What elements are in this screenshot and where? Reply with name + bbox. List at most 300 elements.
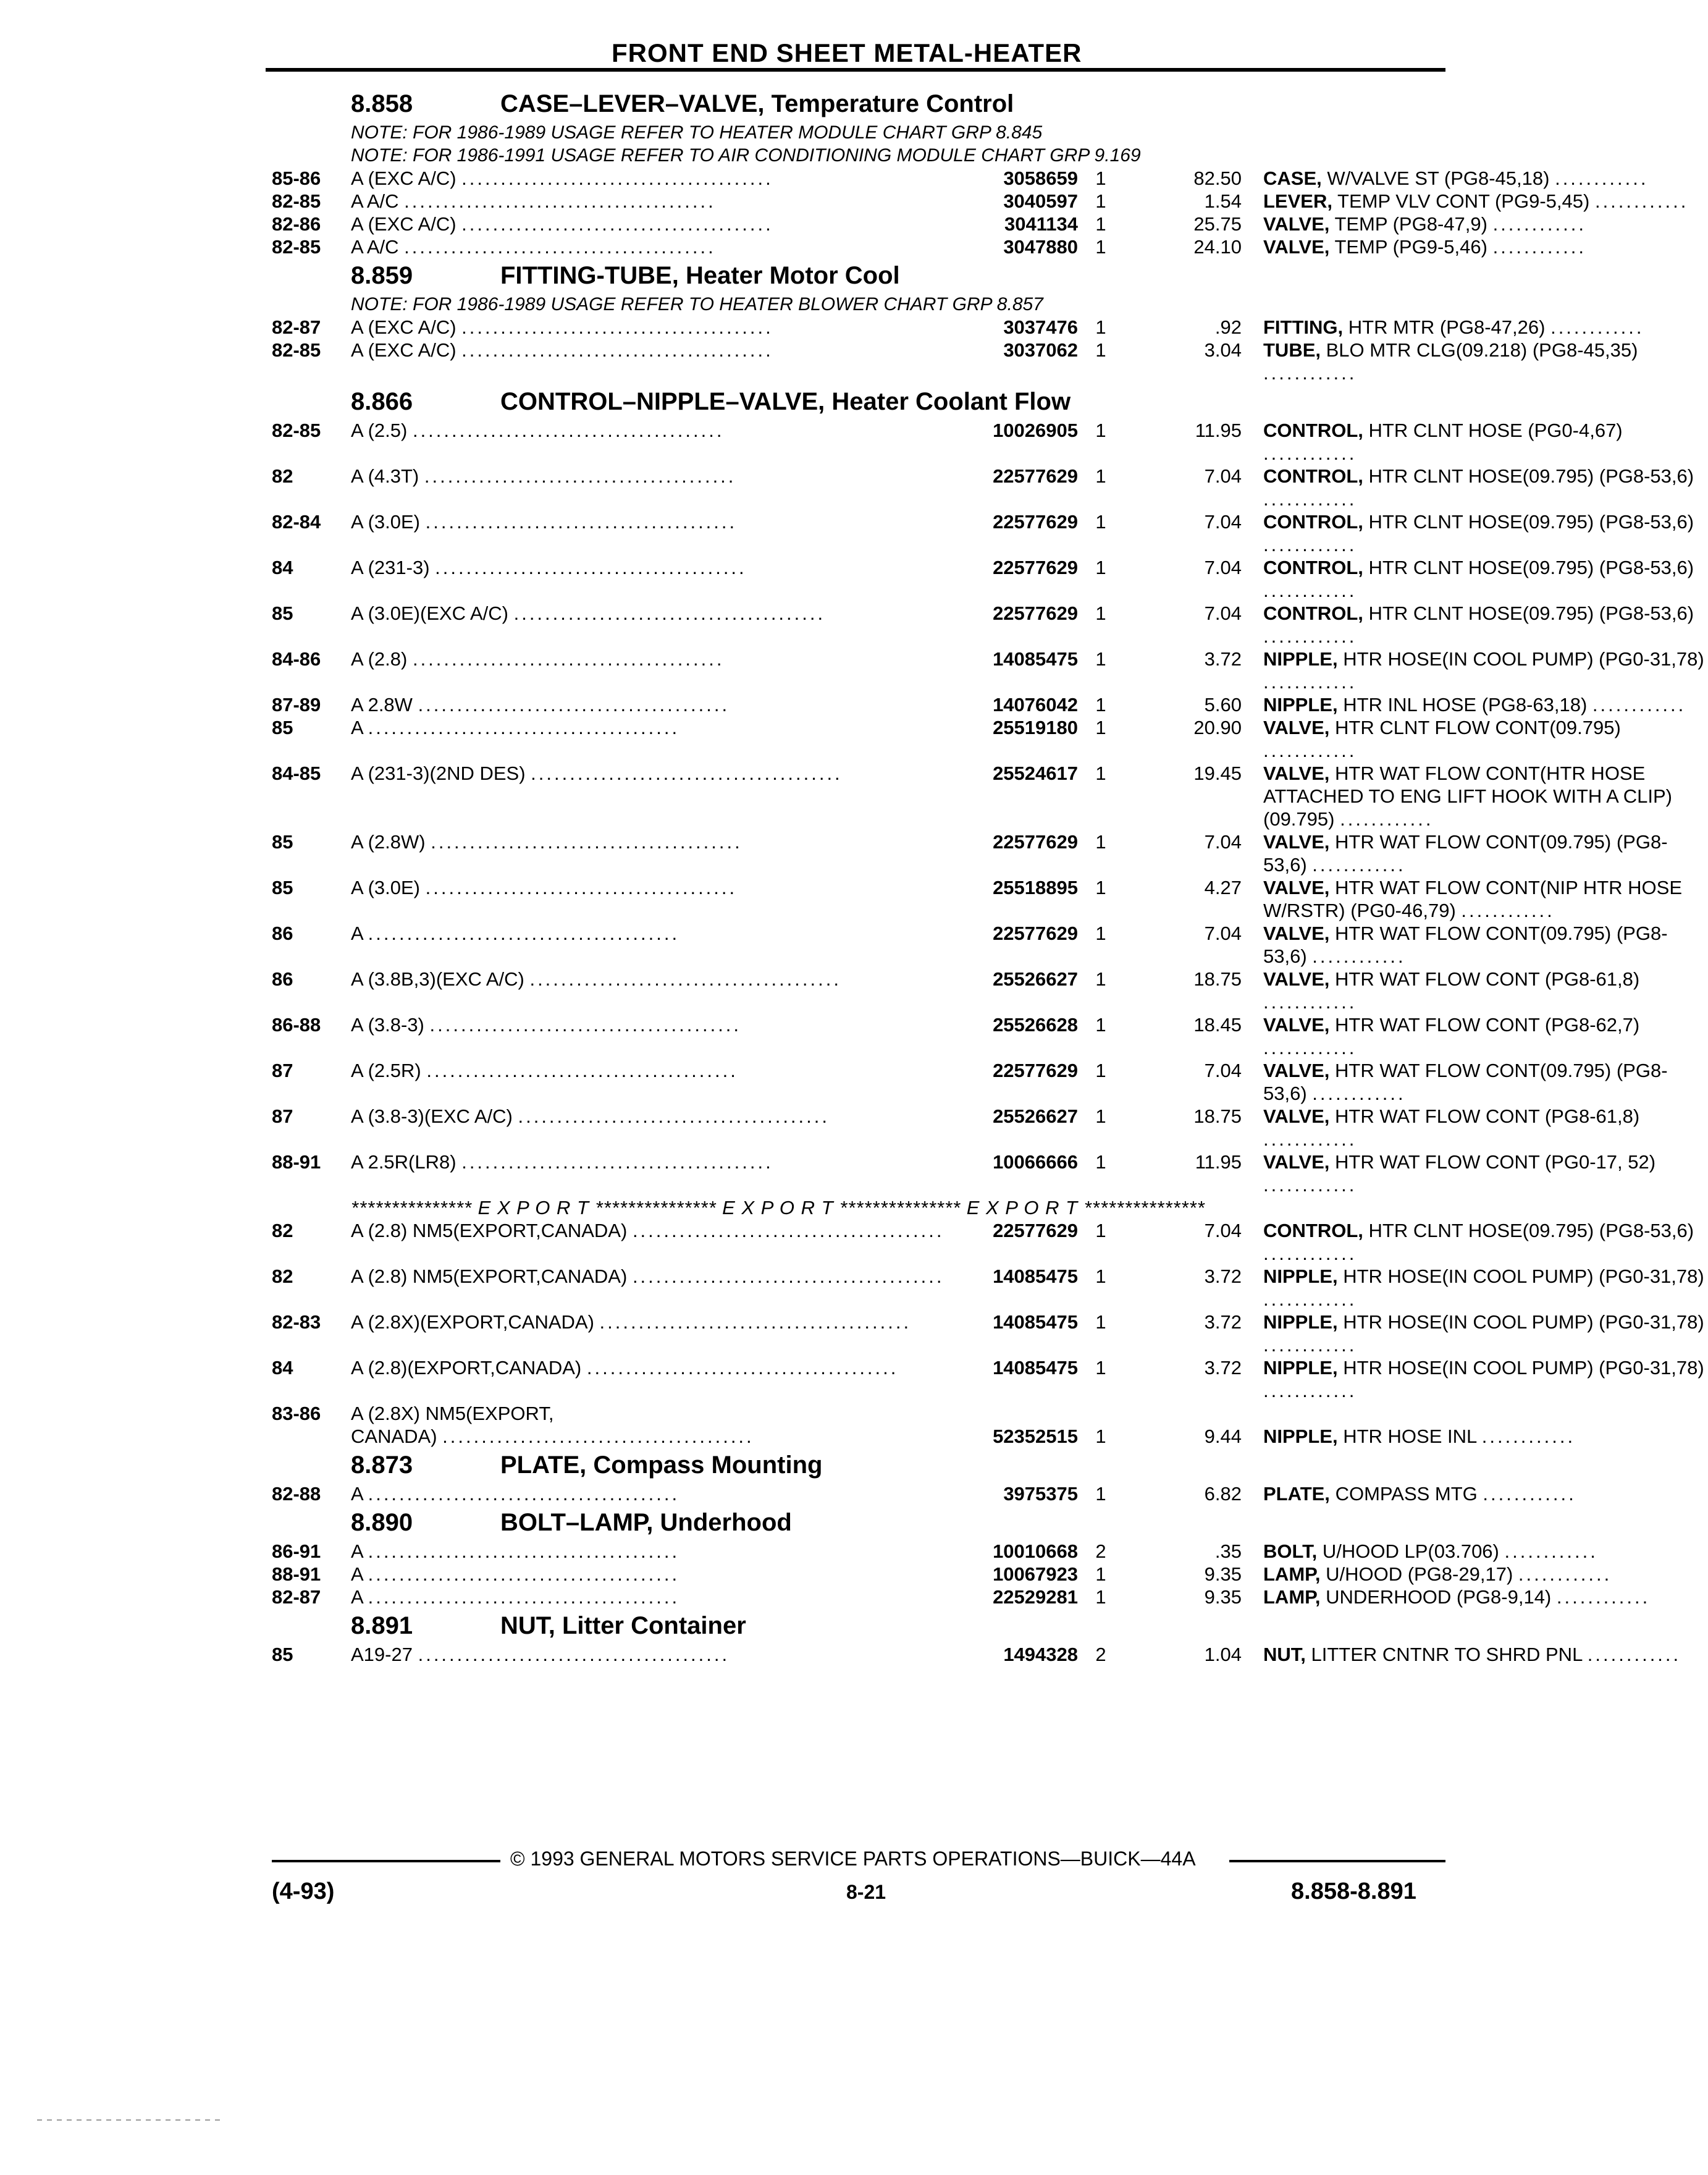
application-text: A (3.0E) bbox=[351, 511, 420, 533]
description-keyword: NIPPLE, bbox=[1263, 1311, 1338, 1333]
description-keyword: NIPPLE, bbox=[1263, 1265, 1338, 1287]
part-row bbox=[272, 762, 1673, 830]
export-divider: *************** E X P O R T *************** E X P O R T *************** E X P O R T *************** bbox=[351, 1197, 1205, 1218]
application-text: A (3.0E) bbox=[351, 877, 420, 898]
application bbox=[351, 1402, 947, 1425]
description-keyword: CONTROL, bbox=[1263, 420, 1363, 441]
price: 7.04 bbox=[1204, 1220, 1242, 1241]
part-number: 22577629 bbox=[993, 831, 1078, 853]
description: BOLT, U/HOOD LP(03.706) ............ bbox=[1263, 1540, 1598, 1562]
quantity: 1 bbox=[1095, 717, 1106, 738]
part-number: 22577629 bbox=[993, 557, 1078, 578]
application: A (231-3) ........................................ bbox=[351, 557, 747, 578]
part-row bbox=[272, 1013, 1640, 1059]
part-row bbox=[272, 1482, 1576, 1505]
price: 82.50 bbox=[1193, 167, 1242, 189]
price: 25.75 bbox=[1193, 213, 1242, 235]
section-header bbox=[272, 1608, 1445, 1643]
part-row bbox=[272, 876, 1683, 922]
description: NIPPLE, HTR HOSE(IN COOL PUMP) (PG0-31,78) ............ bbox=[1263, 1265, 1704, 1310]
price: 7.04 bbox=[1204, 923, 1242, 944]
price: 3.72 bbox=[1204, 1357, 1242, 1379]
description-text: HTR WAT FLOW CONT(09.795) (PG8-53,6) bbox=[1263, 1060, 1668, 1104]
part-row bbox=[272, 968, 1640, 1013]
part-row bbox=[272, 510, 1694, 556]
section-number: 8.873 bbox=[351, 1451, 413, 1479]
description: NIPPLE, HTR HOSE INL ............ bbox=[1263, 1425, 1576, 1447]
quantity: 1 bbox=[1095, 420, 1106, 441]
description-keyword: VALVE, bbox=[1263, 968, 1330, 990]
section-number: 8.891 bbox=[351, 1612, 413, 1639]
part-row bbox=[272, 1425, 1576, 1448]
quantity: 1 bbox=[1095, 1220, 1106, 1241]
part-number: 3047880 bbox=[1003, 236, 1078, 258]
description-text: HTR CLNT FLOW CONT(09.795) bbox=[1335, 717, 1621, 738]
description-keyword: CONTROL, bbox=[1263, 511, 1363, 533]
description-text: W/VALVE ST (PG8-45,18) bbox=[1327, 167, 1550, 189]
application-text: A (EXC A/C) bbox=[351, 167, 456, 189]
description-text: HTR WAT FLOW CONT(NIP HTR HOSE W/RSTR) (PG0-46,79) bbox=[1263, 877, 1683, 921]
price: 11.95 bbox=[1195, 1151, 1242, 1173]
part-number: 3037062 bbox=[1003, 339, 1078, 361]
model-years: 87 bbox=[272, 1105, 293, 1127]
application: A (3.0E) ........................................ bbox=[351, 877, 738, 898]
description: NIPPLE, HTR HOSE(IN COOL PUMP) (PG0-31,78) ............ bbox=[1263, 1311, 1704, 1356]
application: A19-27 ........................................ bbox=[351, 1644, 730, 1665]
part-number: 22577629 bbox=[993, 602, 1078, 624]
description: CONTROL, HTR CLNT HOSE(09.795) (PG8-53,6) ............ bbox=[1263, 511, 1694, 555]
description-keyword: LAMP, bbox=[1263, 1586, 1321, 1608]
part-number: 14085475 bbox=[993, 1265, 1078, 1287]
description-text: TEMP VLV CONT (PG9-5,45) bbox=[1337, 190, 1590, 212]
description: VALVE, HTR WAT FLOW CONT (PG8-62,7) ............ bbox=[1263, 1014, 1640, 1058]
description-keyword: VALVE, bbox=[1263, 877, 1330, 898]
model-years: 86-91 bbox=[272, 1540, 321, 1562]
part-row bbox=[272, 602, 1694, 648]
price: 9.35 bbox=[1204, 1586, 1242, 1608]
quantity: 1 bbox=[1095, 1014, 1106, 1036]
description-keyword: BOLT, bbox=[1263, 1540, 1318, 1562]
description-keyword: CONTROL, bbox=[1263, 1220, 1363, 1241]
application-text: A bbox=[351, 1586, 363, 1608]
section-title: NUT, Litter Container bbox=[500, 1612, 746, 1639]
description: CONTROL, HTR CLNT HOSE(09.795) (PG8-53,6) ............ bbox=[1263, 1220, 1694, 1264]
model-years: 82-85 bbox=[272, 236, 321, 258]
part-row bbox=[272, 1356, 1704, 1402]
part-number: 14076042 bbox=[993, 694, 1078, 716]
application: A (2.5) ........................................ bbox=[351, 420, 725, 441]
description: NIPPLE, HTR HOSE(IN COOL PUMP) (PG0-31,78) ............ bbox=[1263, 1357, 1704, 1401]
description: NUT, LITTER CNTNR TO SHRD PNL ............ bbox=[1263, 1644, 1681, 1665]
description: VALVE, HTR WAT FLOW CONT(NIP HTR HOSE W/RSTR) (PG0-46,79) ............ bbox=[1263, 877, 1683, 921]
description: CONTROL, HTR CLNT HOSE(09.795) (PG8-53,6) ............ bbox=[1263, 602, 1694, 647]
part-row bbox=[272, 1643, 1681, 1666]
model-years: 85 bbox=[272, 1644, 293, 1665]
model-years: 88-91 bbox=[272, 1151, 321, 1173]
quantity: 1 bbox=[1095, 1483, 1106, 1505]
part-number: 25519180 bbox=[993, 717, 1078, 738]
application: A ........................................ bbox=[351, 1586, 680, 1608]
application-text: A A/C bbox=[351, 236, 399, 258]
application: A (3.8B,3)(EXC A/C) ........................................ bbox=[351, 968, 841, 990]
part-row bbox=[272, 1219, 1694, 1265]
model-years: 82 bbox=[272, 1265, 293, 1287]
model-years: 85 bbox=[272, 831, 293, 853]
page-title: FRONT END SHEET METAL-HEATER bbox=[612, 38, 1082, 67]
description-keyword: NUT, bbox=[1263, 1644, 1306, 1665]
description: NIPPLE, HTR HOSE(IN COOL PUMP) (PG0-31,78) ............ bbox=[1263, 648, 1704, 693]
part-row bbox=[272, 1402, 1445, 1425]
description-text: HTR MTR (PG8-47,26) bbox=[1348, 316, 1546, 338]
application-text: A (3.8-3)(EXC A/C) bbox=[351, 1105, 513, 1127]
description-text: HTR HOSE(IN COOL PUMP) (PG0-31,78) bbox=[1343, 1357, 1704, 1379]
application-text: A (2.8) bbox=[351, 648, 408, 670]
description: VALVE, TEMP (PG8-47,9) ............ bbox=[1263, 213, 1586, 235]
description-text: HTR WAT FLOW CONT(09.795) (PG8-53,6) bbox=[1263, 923, 1668, 967]
model-years: 85 bbox=[272, 877, 293, 898]
part-number: 25526627 bbox=[993, 1105, 1078, 1127]
section-number: 8.858 bbox=[351, 90, 413, 117]
description-keyword: NIPPLE, bbox=[1263, 1425, 1338, 1447]
application: A ........................................ bbox=[351, 717, 680, 738]
quantity: 1 bbox=[1095, 213, 1106, 235]
description-text: HTR WAT FLOW CONT (PG8-62,7) bbox=[1335, 1014, 1640, 1036]
quantity: 1 bbox=[1095, 1311, 1106, 1333]
quantity: 1 bbox=[1095, 1265, 1106, 1287]
section-header bbox=[272, 1448, 1445, 1482]
application: A (2.8) ........................................ bbox=[351, 648, 725, 670]
model-years: 82 bbox=[272, 1220, 293, 1241]
description-text: HTR CLNT HOSE(09.795) (PG8-53,6) bbox=[1368, 465, 1694, 487]
application: A (EXC A/C) ........................................ bbox=[351, 167, 773, 189]
description-keyword: FITTING, bbox=[1263, 316, 1344, 338]
section-title: PLATE, Compass Mounting bbox=[500, 1451, 823, 1479]
quantity: 1 bbox=[1095, 602, 1106, 624]
section-number: 8.859 bbox=[351, 262, 413, 289]
part-row bbox=[272, 1311, 1704, 1356]
application-text: A bbox=[351, 1563, 363, 1585]
quantity: 1 bbox=[1095, 1425, 1106, 1447]
application: A (2.8) NM5(EXPORT,CANADA) ........................................ bbox=[351, 1220, 944, 1241]
description: VALVE, HTR WAT FLOW CONT(09.795) (PG8-53,6) ............ bbox=[1263, 923, 1668, 967]
part-row bbox=[272, 167, 1649, 190]
description-keyword: VALVE, bbox=[1263, 213, 1330, 235]
application: A (EXC A/C) ........................................ bbox=[351, 316, 773, 338]
application: A (2.8) NM5(EXPORT,CANADA) ........................................ bbox=[351, 1265, 944, 1287]
price: 3.72 bbox=[1204, 1265, 1242, 1287]
application: A (EXC A/C) ........................................ bbox=[351, 339, 773, 361]
description-keyword: VALVE, bbox=[1263, 831, 1330, 853]
footer-page-number: 8-21 bbox=[846, 1881, 886, 1903]
quantity: 1 bbox=[1095, 1060, 1106, 1081]
price: 18.45 bbox=[1193, 1014, 1242, 1036]
price: 20.90 bbox=[1193, 717, 1242, 738]
part-row bbox=[272, 1540, 1598, 1563]
part-number: 10026905 bbox=[993, 420, 1078, 441]
price: 18.75 bbox=[1193, 1105, 1242, 1127]
description-keyword: VALVE, bbox=[1263, 1105, 1330, 1127]
price: 4.27 bbox=[1204, 877, 1242, 898]
part-row bbox=[272, 716, 1621, 762]
part-number: 22577629 bbox=[993, 1060, 1078, 1081]
application-text: A (EXC A/C) bbox=[351, 316, 456, 338]
description: VALVE, TEMP (PG9-5,46) ............ bbox=[1263, 236, 1586, 258]
application: A 2.5R(LR8) ........................................ bbox=[351, 1151, 773, 1173]
description: LEVER, TEMP VLV CONT (PG9-5,45) ............ bbox=[1263, 190, 1689, 212]
part-number: 25518895 bbox=[993, 877, 1078, 898]
part-row bbox=[272, 1265, 1704, 1311]
description-keyword: PLATE, bbox=[1263, 1483, 1330, 1505]
part-row bbox=[272, 213, 1586, 235]
application-text: CANADA) bbox=[351, 1425, 437, 1447]
description: LAMP, U/HOOD (PG8-29,17) ............ bbox=[1263, 1563, 1612, 1585]
description-keyword: CASE, bbox=[1263, 167, 1322, 189]
model-years: 82-85 bbox=[272, 190, 321, 212]
description-text: UNDERHOOD (PG8-9,14) bbox=[1326, 1586, 1552, 1608]
application-text: A (3.0E)(EXC A/C) bbox=[351, 602, 508, 624]
section-number: 8.866 bbox=[351, 388, 413, 415]
model-years: 84 bbox=[272, 557, 293, 578]
model-years: 82-88 bbox=[272, 1483, 321, 1505]
description: VALVE, HTR WAT FLOW CONT(09.795) (PG8-53,6) ............ bbox=[1263, 831, 1668, 876]
part-number: 3041134 bbox=[1004, 213, 1078, 235]
price: 9.35 bbox=[1204, 1563, 1242, 1585]
model-years: 82-85 bbox=[272, 339, 321, 361]
quantity: 1 bbox=[1095, 923, 1106, 944]
price: 7.04 bbox=[1204, 1060, 1242, 1081]
model-years: 88-91 bbox=[272, 1563, 321, 1585]
part-row bbox=[272, 1105, 1640, 1151]
application-text: A (2.5R) bbox=[351, 1060, 421, 1081]
quantity: 1 bbox=[1095, 316, 1106, 338]
part-number: 1494328 bbox=[1003, 1644, 1078, 1665]
price: 3.72 bbox=[1204, 1311, 1242, 1333]
section-title: BOLT–LAMP, Underhood bbox=[500, 1509, 792, 1536]
description-keyword: LEVER, bbox=[1263, 190, 1332, 212]
description-keyword: VALVE, bbox=[1263, 236, 1330, 258]
application: A (EXC A/C) ........................................ bbox=[351, 213, 773, 235]
application-text: A (2.8X) NM5(EXPORT, bbox=[351, 1403, 554, 1424]
description-text: COMPASS MTG bbox=[1335, 1483, 1478, 1505]
model-years: 84 bbox=[272, 1357, 293, 1379]
description-text: HTR HOSE(IN COOL PUMP) (PG0-31,78) bbox=[1343, 648, 1704, 670]
application-text: A A/C bbox=[351, 190, 399, 212]
price: 9.44 bbox=[1204, 1425, 1242, 1447]
part-number: 22577629 bbox=[993, 923, 1078, 944]
application-text: A (2.8X)(EXPORT,CANADA) bbox=[351, 1311, 594, 1333]
price: .92 bbox=[1214, 316, 1242, 338]
description-text: HTR CLNT HOSE(09.795) (PG8-53,6) bbox=[1368, 557, 1694, 578]
description-text: HTR WAT FLOW CONT (PG0-17, 52) bbox=[1335, 1151, 1656, 1173]
quantity: 2 bbox=[1095, 1644, 1106, 1665]
description: LAMP, UNDERHOOD (PG8-9,14) ............ bbox=[1263, 1586, 1651, 1608]
part-number: 25524617 bbox=[993, 762, 1078, 784]
application: CANADA) ........................................ bbox=[351, 1425, 754, 1447]
application-text: A (231-3) bbox=[351, 557, 430, 578]
section-title: FITTING-TUBE, Heater Motor Cool bbox=[500, 262, 900, 289]
application: A A/C ........................................ bbox=[351, 190, 716, 212]
model-years: 82-84 bbox=[272, 511, 321, 533]
part-number: 3058659 bbox=[1003, 167, 1078, 189]
quantity: 1 bbox=[1095, 236, 1106, 258]
part-number: 10010668 bbox=[993, 1540, 1078, 1562]
model-years: 86 bbox=[272, 968, 293, 990]
description-text: HTR CLNT HOSE (PG0-4,67) bbox=[1368, 420, 1623, 441]
part-number: 52352515 bbox=[993, 1425, 1078, 1447]
description-text: U/HOOD (PG8-29,17) bbox=[1326, 1563, 1513, 1585]
application: A (3.0E)(EXC A/C) ........................................ bbox=[351, 602, 826, 624]
part-number: 22529281 bbox=[993, 1586, 1078, 1608]
description-text: HTR HOSE INL bbox=[1343, 1425, 1477, 1447]
quantity: 1 bbox=[1095, 762, 1106, 784]
quantity: 1 bbox=[1095, 1151, 1106, 1173]
part-number: 22577629 bbox=[993, 511, 1078, 533]
application: A ........................................ bbox=[351, 1540, 680, 1562]
application-text: A bbox=[351, 923, 363, 944]
part-row bbox=[272, 693, 1686, 716]
description-text: HTR WAT FLOW CONT (PG8-61,8) bbox=[1335, 968, 1640, 990]
application: A (3.0E) ........................................ bbox=[351, 511, 738, 533]
description-keyword: TUBE, bbox=[1263, 339, 1321, 361]
description-keyword: VALVE, bbox=[1263, 1151, 1330, 1173]
application-text: A (2.8W) bbox=[351, 831, 426, 853]
price: .35 bbox=[1214, 1540, 1242, 1562]
application-text: A 2.8W bbox=[351, 694, 413, 716]
application-text: A bbox=[351, 1540, 363, 1562]
part-row bbox=[272, 922, 1668, 968]
description: CONTROL, HTR CLNT HOSE(09.795) (PG8-53,6) ............ bbox=[1263, 557, 1694, 601]
description-text: HTR WAT FLOW CONT(HTR HOSE ATTACHED TO ENG LIFT HOOK WITH A CLIP)(09.795) bbox=[1263, 762, 1673, 830]
price: 3.04 bbox=[1204, 339, 1242, 361]
part-number: 14085475 bbox=[993, 648, 1078, 670]
description-keyword: CONTROL, bbox=[1263, 602, 1363, 624]
section-note: NOTE: FOR 1986-1989 USAGE REFER TO HEATER MODULE CHART GRP 8.845 bbox=[351, 122, 1043, 143]
application-text: A (2.8) NM5(EXPORT,CANADA) bbox=[351, 1265, 628, 1287]
application-text: A (2.8) NM5(EXPORT,CANADA) bbox=[351, 1220, 628, 1241]
description: VALVE, HTR WAT FLOW CONT (PG8-61,8) ............ bbox=[1263, 1105, 1640, 1150]
quantity: 2 bbox=[1095, 1540, 1106, 1562]
application: A (231-3)(2ND DES) ........................................ bbox=[351, 762, 843, 784]
application: A (4.3T) ........................................ bbox=[351, 465, 736, 487]
quantity: 1 bbox=[1095, 1357, 1106, 1379]
application: A (2.5R) ........................................ bbox=[351, 1060, 738, 1081]
section-note: NOTE: FOR 1986-1991 USAGE REFER TO AIR CONDITIONING MODULE CHART GRP 9.169 bbox=[351, 145, 1141, 166]
quantity: 1 bbox=[1095, 694, 1106, 716]
quantity: 1 bbox=[1095, 877, 1106, 898]
application: A ........................................ bbox=[351, 1563, 680, 1585]
description-text: HTR WAT FLOW CONT (PG8-61,8) bbox=[1335, 1105, 1640, 1127]
section-note: NOTE: FOR 1986-1989 USAGE REFER TO HEATER BLOWER CHART GRP 8.857 bbox=[351, 294, 1043, 315]
application-text: A (4.3T) bbox=[351, 465, 419, 487]
application: A 2.8W ........................................ bbox=[351, 694, 730, 716]
part-row bbox=[272, 556, 1694, 602]
description: NIPPLE, HTR INL HOSE (PG8-63,18) ............ bbox=[1263, 694, 1686, 716]
quantity: 1 bbox=[1095, 167, 1106, 189]
description: VALVE, HTR WAT FLOW CONT (PG8-61,8) ............ bbox=[1263, 968, 1640, 1013]
part-number: 22577629 bbox=[993, 465, 1078, 487]
part-number: 10067923 bbox=[993, 1563, 1078, 1585]
price: 7.04 bbox=[1204, 602, 1242, 624]
quantity: 1 bbox=[1095, 339, 1106, 361]
description: CONTROL, HTR CLNT HOSE (PG0-4,67) ............ bbox=[1263, 420, 1623, 464]
scan-artifact bbox=[37, 2119, 222, 2121]
part-number: 3975375 bbox=[1003, 1483, 1078, 1505]
application-text: A bbox=[351, 717, 363, 738]
description-text: LITTER CNTNR TO SHRD PNL bbox=[1311, 1644, 1583, 1665]
price: 11.95 bbox=[1195, 420, 1242, 441]
quantity: 1 bbox=[1095, 1105, 1106, 1127]
part-row bbox=[272, 1586, 1651, 1608]
footer-date: (4-93) bbox=[272, 1878, 335, 1904]
price: 7.04 bbox=[1204, 465, 1242, 487]
price: 19.45 bbox=[1193, 762, 1242, 784]
part-row bbox=[272, 316, 1644, 339]
description-text: HTR CLNT HOSE(09.795) (PG8-53,6) bbox=[1368, 511, 1694, 533]
application: A ........................................ bbox=[351, 1483, 680, 1505]
description: PLATE, COMPASS MTG ............ bbox=[1263, 1483, 1576, 1505]
part-row bbox=[272, 830, 1668, 876]
description-text: HTR HOSE(IN COOL PUMP) (PG0-31,78) bbox=[1343, 1265, 1704, 1287]
part-row bbox=[272, 235, 1586, 258]
description: VALVE, HTR CLNT FLOW CONT(09.795) ............ bbox=[1263, 717, 1621, 761]
application-text: A (EXC A/C) bbox=[351, 213, 456, 235]
part-number: 3037476 bbox=[1003, 316, 1078, 338]
description-text: TEMP (PG9-5,46) bbox=[1334, 236, 1487, 258]
application: A (2.8X)(EXPORT,CANADA) ........................................ bbox=[351, 1311, 912, 1333]
application-text: A (2.8)(EXPORT,CANADA) bbox=[351, 1357, 582, 1379]
model-years: 84-85 bbox=[272, 762, 321, 784]
quantity: 1 bbox=[1095, 1563, 1106, 1585]
part-row bbox=[272, 1151, 1656, 1196]
model-years: 82-87 bbox=[272, 1586, 321, 1608]
description-keyword: VALVE, bbox=[1263, 762, 1330, 784]
section-header bbox=[272, 384, 1445, 419]
part-number: 14085475 bbox=[993, 1357, 1078, 1379]
description-keyword: NIPPLE, bbox=[1263, 694, 1338, 716]
application: A (3.8-3)(EXC A/C) ........................................ bbox=[351, 1105, 830, 1127]
header-rule bbox=[266, 68, 1445, 72]
part-row bbox=[272, 1563, 1612, 1586]
section-title: CASE–LEVER–VALVE, Temperature Control bbox=[500, 90, 1014, 117]
quantity: 1 bbox=[1095, 557, 1106, 578]
section-header bbox=[272, 87, 1445, 121]
application-text: A (231-3)(2ND DES) bbox=[351, 762, 526, 784]
price: 18.75 bbox=[1193, 968, 1242, 990]
model-years: 87-89 bbox=[272, 694, 321, 716]
application: A (2.8)(EXPORT,CANADA) ........................................ bbox=[351, 1357, 899, 1379]
application-text: A bbox=[351, 1483, 363, 1505]
footer-rule-right bbox=[1229, 1860, 1445, 1862]
price: 1.04 bbox=[1204, 1644, 1242, 1665]
description-keyword: CONTROL, bbox=[1263, 465, 1363, 487]
model-years: 85 bbox=[272, 717, 293, 738]
part-number: 25526627 bbox=[993, 968, 1078, 990]
description-text: HTR WAT FLOW CONT(09.795) (PG8-53,6) bbox=[1263, 831, 1668, 876]
parts-catalog bbox=[272, 87, 1704, 1666]
model-years: 85 bbox=[272, 602, 293, 624]
application-text: A 2.5R(LR8) bbox=[351, 1151, 456, 1173]
model-years: 85-86 bbox=[272, 167, 321, 189]
model-years: 84-86 bbox=[272, 648, 321, 670]
part-row bbox=[272, 1059, 1668, 1105]
section-header bbox=[272, 258, 1445, 293]
description: VALVE, HTR WAT FLOW CONT (PG0-17, 52) ............ bbox=[1263, 1151, 1656, 1196]
part-number: 14085475 bbox=[993, 1311, 1078, 1333]
section-number: 8.890 bbox=[351, 1509, 413, 1536]
price: 6.82 bbox=[1204, 1483, 1242, 1505]
quantity: 1 bbox=[1095, 648, 1106, 670]
application-text: A (EXC A/C) bbox=[351, 339, 456, 361]
